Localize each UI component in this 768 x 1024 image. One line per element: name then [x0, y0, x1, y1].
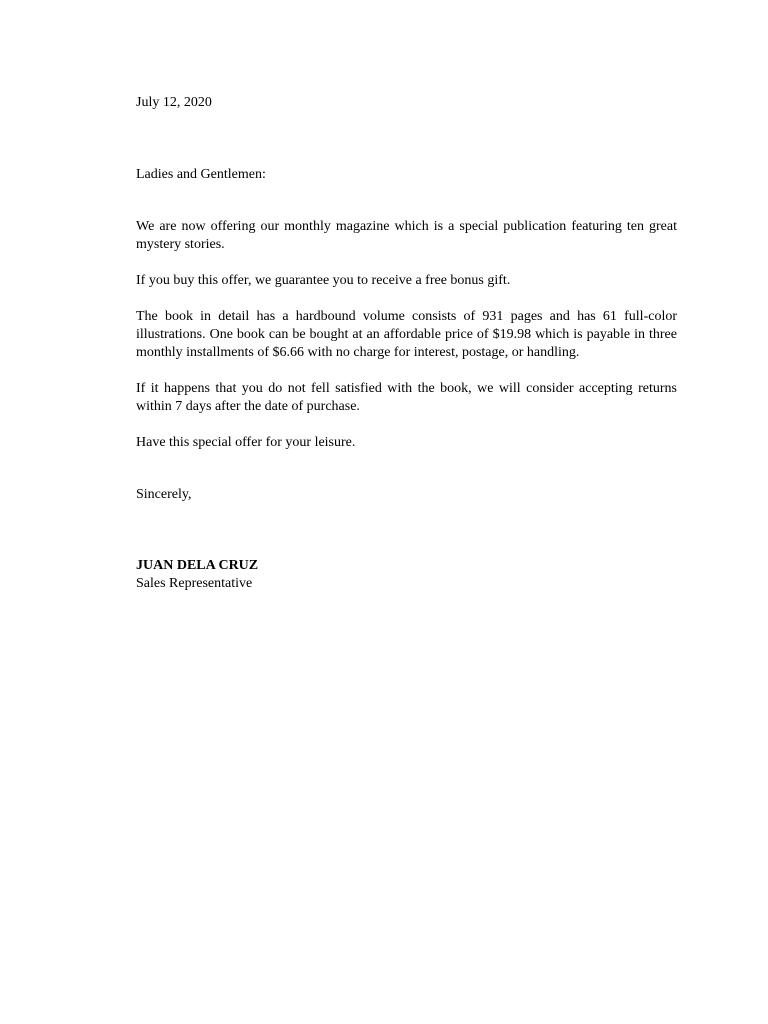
- paragraph-offer: We are now offering our monthly magazine which is a special publication featuring ten great mystery stories.: [136, 219, 677, 252]
- paragraph-bonus: If you buy this offer, we guarantee you to receive a free bonus gift.: [136, 273, 511, 288]
- letter-body: [136, 94, 677, 591]
- paragraph-leisure: Have this special offer for your leisure.: [136, 435, 356, 450]
- signer-name: JUAN DELA CRUZ: [136, 558, 259, 573]
- letter-content: [136, 218, 677, 470]
- letter-date: July 12, 2020: [136, 95, 212, 110]
- letter-closing: Sincerely,: [136, 487, 192, 502]
- letter-salutation: Ladies and Gentlemen:: [136, 167, 266, 182]
- signer-title: Sales Representative: [136, 576, 253, 591]
- paragraph-book-details: The book in detail has a hardbound volume consists of 931 pages and has 61 full-color illustrations. One book can be bought at an affordable price of $19.98 which is payable in three monthly installments of $6.66 with no charge for interest, postage, or handling.: [136, 309, 677, 360]
- paragraph-returns: If it happens that you do not fell satisfied with the book, we will consider accepting returns within 7 days after the date of purchase.: [136, 381, 677, 414]
